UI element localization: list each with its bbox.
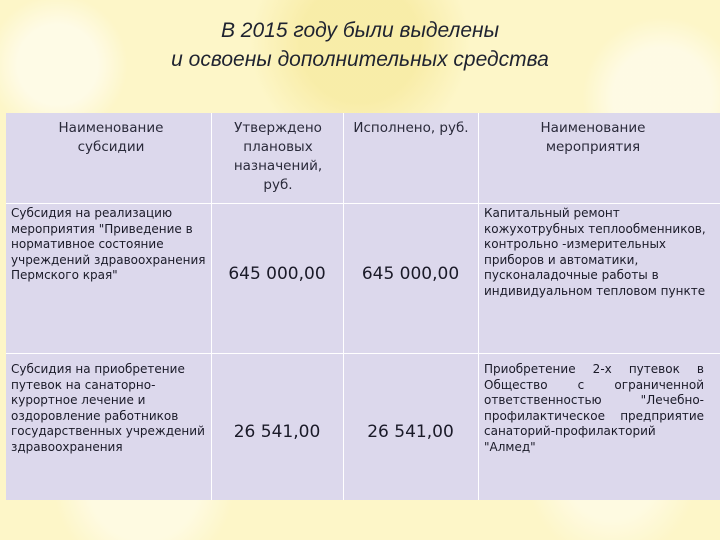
title-line-1: В 2015 году были выделены [220,19,500,42]
row2-activity: Приобретение 2-х путевок в Общество с ограниченной ответственностью "Лечебно-профилактическое предприятие санаторий-профилакторий "Алмед" [484,362,704,454]
header-subsidy-name: Наименование субсидии [58,120,164,155]
header-activity: Наименование мероприятия [540,120,646,155]
row2-subsidy-name: Субсидия на приобретение путевок на санаторно-курортное лечение и оздоровление работников государственных учреждений здравоохранения [11,362,205,454]
row1-executed-amount: 645 000,00 [361,264,460,284]
row-divider [6,203,720,204]
page-title [0,16,720,74]
header-planned: Утверждено плановых назначений, руб. [233,120,323,193]
column-divider [478,113,479,500]
row1-subsidy-name: Субсидия на реализацию мероприятия "Приведение в нормативное состояние учреждений здравоохранения Пермского края" [11,206,206,282]
row-divider [6,353,720,354]
title-line-2: и освоены дополнительных средства [171,48,549,71]
row1-planned-amount: 645 000,00 [228,264,326,284]
row2-executed-amount: 26 541,00 [367,422,454,442]
row1-activity: Капитальный ремонт кожухотрубных теплообменников, контрольно -измерительных приборов и автоматики, пусконаладочные работы в индивидуальном тепловом пункте [484,206,706,298]
header-executed: Исполнено, руб. [353,120,469,136]
row2-planned-amount: 26 541,00 [233,422,321,442]
subsidy-table [6,113,720,500]
